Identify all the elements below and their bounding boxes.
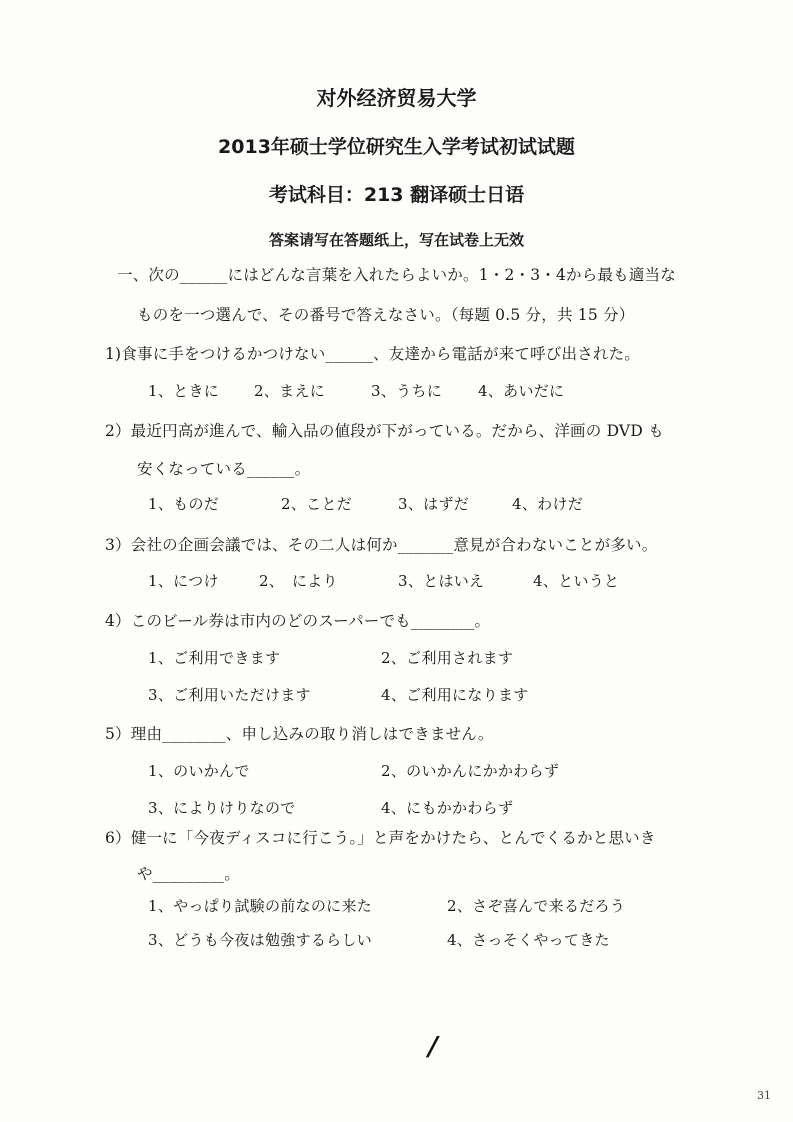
question-4-option-4: 4、ご利用になります: [381, 686, 529, 704]
university-name: 对外经济贸易大学: [316, 86, 477, 110]
question-2-option-4: 4、わけだ: [512, 495, 584, 513]
question-2-option-1: 1、ものだ: [148, 495, 220, 513]
question-2-option-2: 2、ことだ: [281, 495, 353, 513]
question-3-option-2: 2、 により: [259, 572, 338, 590]
section-instruction-line1: 一、次の______にはどんな言葉を入れたらよいか。1・2・3・4から最も適当な: [117, 266, 676, 284]
question-5-text: 5）理由________、申し込みの取り消しはできません。: [105, 725, 494, 743]
question-2-text-line1: 2）最近円高が進んで、輸入品の値段が下がっている。だから、洋画の DVD も: [105, 422, 664, 440]
question-4-option-1: 1、ご利用できます: [148, 649, 281, 667]
question-5-option-4: 4、にもかかわらず: [381, 799, 514, 817]
question-1-text: 1)食事に手をつけるかつけない______、友達から電話が来て呼び出された。: [105, 345, 641, 363]
question-6-text-line2: や_________。: [137, 865, 240, 883]
question-6-option-1: 1、やっぱり試験の前なのに来た: [148, 897, 373, 915]
question-4-text: 4）このビール券は市内のどのスーパーでも________。: [105, 612, 491, 630]
question-3-option-4: 4、というと: [533, 572, 620, 590]
question-4-option-3: 3、ご利用いただけます: [148, 686, 311, 704]
question-2-text-line2: 安くなっている______。: [137, 460, 311, 478]
handwritten-mark: /: [424, 1032, 441, 1062]
question-2-option-3: 3、はずだ: [398, 495, 470, 513]
question-4-option-2: 2、ご利用されます: [381, 649, 514, 667]
page-number: 31: [757, 1089, 771, 1102]
exam-subject: 考试科目：213 翻译硕士日语: [268, 184, 525, 206]
question-6-option-4: 4、さっそくやってきた: [447, 931, 610, 949]
question-3-option-3: 3、とはいえ: [398, 572, 485, 590]
question-1-option-4: 4、あいだに: [478, 382, 565, 400]
question-5-option-3: 3、によりけりなので: [148, 799, 296, 817]
question-6-option-2: 2、さぞ喜んで来るだろう: [447, 897, 626, 915]
question-5-option-2: 2、のいかんにかかわらず: [381, 762, 560, 780]
question-1-option-1: 1、ときに: [148, 382, 220, 400]
question-6-option-3: 3、どうも今夜は勉強するらしい: [148, 931, 373, 949]
question-5-option-1: 1、のいかんで: [148, 762, 250, 780]
exam-title: 2013年硕士学位研究生入学考试初试试题: [218, 136, 575, 158]
question-1-option-2: 2、まえに: [254, 382, 326, 400]
question-3-text: 3）会社の企画会議では、その二人は何か_______意見が合わないことが多い。: [105, 536, 658, 554]
question-1-option-3: 3、うちに: [371, 382, 443, 400]
question-3-option-1: 1、につけ: [148, 572, 219, 590]
question-6-text-line1: 6）健一に「今夜ディスコに行こう。」と声をかけたら、とんでくるかと思いき: [105, 829, 656, 847]
section-instruction-line2: ものを一つ選んで、その番号で答えなさい。（每题 0.5 分，共 15 分）: [137, 306, 635, 324]
answer-note: 答案请写在答题纸上，写在试卷上无效: [268, 231, 524, 249]
